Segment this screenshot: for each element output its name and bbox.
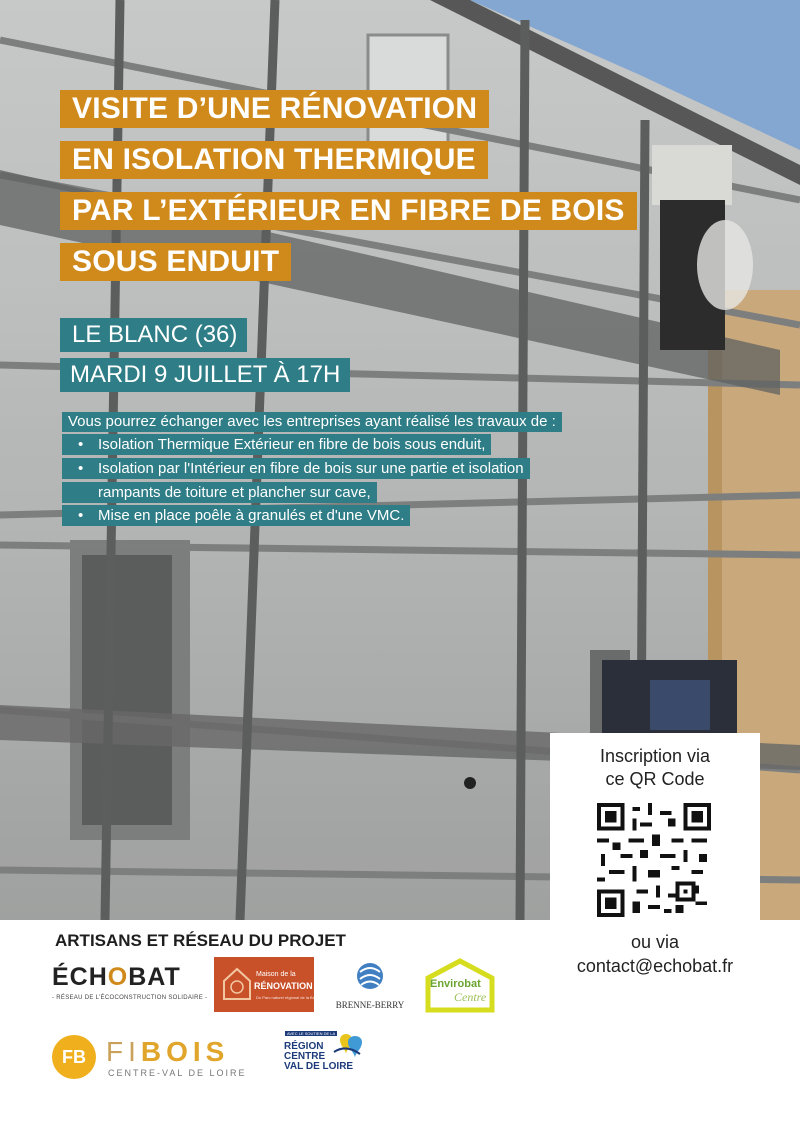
registration-line-1: Inscription via: [599, 746, 711, 766]
maison-line-1: Maison de la: [256, 971, 296, 978]
bullet-icon: •: [78, 436, 84, 453]
title-line-3: PAR L’EXTÉRIEUR EN FIBRE DE BOIS: [60, 192, 637, 230]
region-emblem-icon: [330, 1032, 370, 1062]
envirobat-sub: Centre: [454, 990, 487, 1004]
region-line-1: RÉGION: [284, 1041, 324, 1052]
registration-alt: [550, 930, 760, 978]
maison-line-2: RÉNOVATION: [254, 981, 313, 991]
details-item: [62, 505, 410, 526]
event-location: LE BLANC (36): [60, 318, 247, 352]
partners-heading: ARTISANS ET RÉSEAU DU PROJET: [55, 931, 346, 950]
echobat-name-part: BAT: [128, 963, 181, 991]
contact-email[interactable]: contact@echobat.fr: [576, 956, 734, 976]
details-item-text: Isolation Thermique Extérieur en fibre de bois sous enduit,: [98, 436, 486, 453]
registration-panel: [550, 733, 760, 921]
details-item-text: Isolation par l'Intérieur en fibre de bois sur une partie et isolation: [98, 460, 524, 477]
maison-renovation-logo: [214, 957, 323, 1012]
qr-code[interactable]: [597, 803, 711, 917]
fibois-tagline: CENTRE-VAL DE LOIRE: [108, 1068, 247, 1078]
region-centre-logo: [282, 1030, 372, 1085]
title-line-4: SOUS ENDUIT: [60, 243, 291, 281]
event-date: MARDI 9 JUILLET À 17H: [60, 358, 350, 392]
fibois-name-part: FI: [106, 1036, 141, 1067]
registration-line-2: ce QR Code: [605, 769, 705, 789]
region-line-3: VAL DE LOIRE: [284, 1061, 354, 1072]
cpie-logo: [330, 960, 410, 1015]
cpie-label: BRENNE-BERRY: [335, 1000, 405, 1010]
echobat-tagline: - RÉSEAU DE L’ÉCOCONSTRUCTION SOLIDAIRE -: [52, 995, 208, 1001]
region-support-label: AVEC LE SOUTIEN DE LA: [287, 1031, 336, 1036]
envirobat-logo: [420, 958, 500, 1013]
fibois-mark: FB: [52, 1035, 96, 1079]
title-line-2: EN ISOLATION THERMIQUE: [60, 141, 488, 179]
title-line-1: VISITE D’UNE RÉNOVATION: [60, 90, 489, 128]
envirobat-name: Envirobat: [430, 978, 481, 990]
fibois-logo: [52, 1035, 252, 1080]
cpie-emblem-icon: [330, 960, 410, 1000]
maison-line-3: Du Parc naturel régional de la Brenne: [256, 995, 323, 1000]
bullet-icon: •: [78, 507, 84, 524]
echobat-logo: [52, 963, 208, 1013]
details-item-text: Mise en place poêle à granulés et d'une VMC.: [98, 507, 405, 524]
bullet-icon: •: [78, 460, 84, 477]
details-item: [62, 434, 491, 455]
house-icon: [222, 967, 252, 1001]
echobat-name-o: O: [107, 963, 129, 991]
details-item-continuation: rampants de toiture et plancher sur cave,: [62, 482, 377, 503]
registration-or: ou via: [630, 932, 680, 952]
fibois-name-part: BOIS: [140, 1036, 230, 1067]
details-intro: Vous pourrez échanger avec les entreprises ayant réalisé les travaux de :: [62, 412, 562, 432]
region-line-2: CENTRE: [284, 1051, 326, 1062]
details-item: [62, 458, 530, 479]
echobat-name-part: ÉCH: [52, 963, 108, 991]
